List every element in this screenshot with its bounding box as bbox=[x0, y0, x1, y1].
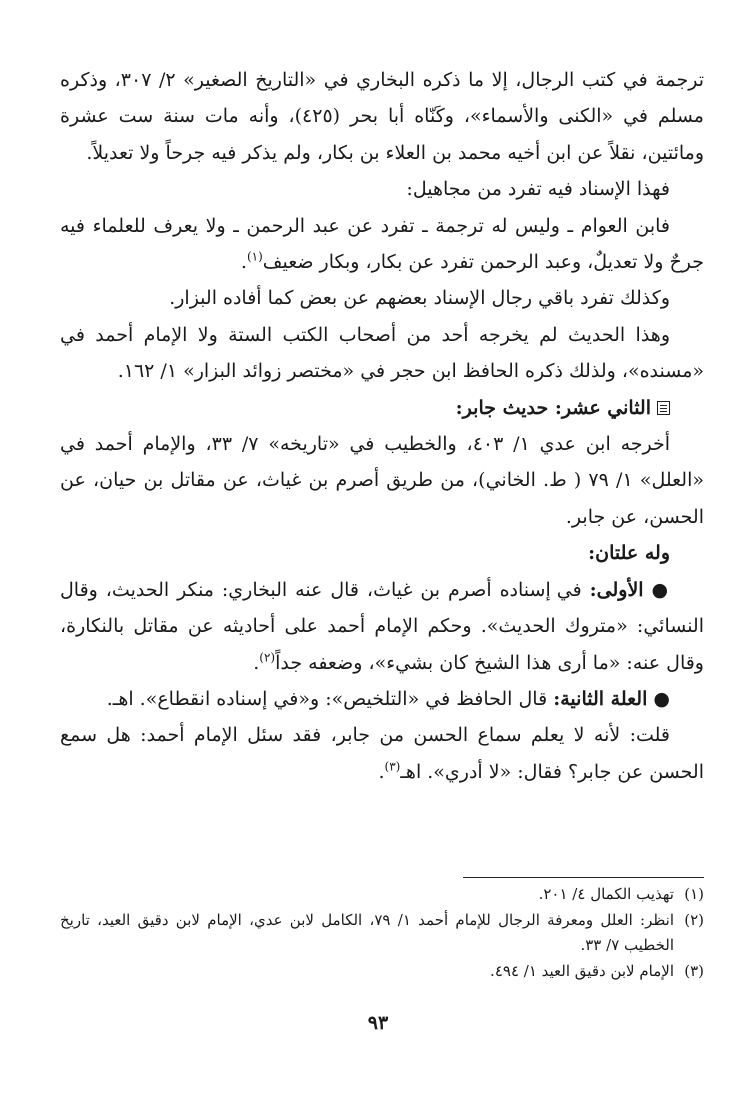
paragraph-first-defect: ● الأولى: في إسناده أصرم بن غياث، قال عنه البخاري: منكر الحديث، وقال النسائي: «متروك الحديث». وحكم الإمام أحمد على أحاديثه عن مقاتل بالنكارة، وقال عنه: «ما أرى هذا الشيخ كان بشيء»، وضعفه جداً$^{(٢)}$. bbox=[60, 578, 704, 674]
page-number: ٩٣ bbox=[367, 1012, 389, 1034]
paragraph-conclusion: قلت: لأنه لا يعلم سماع الحسن من جابر، فقد سئل الإمام أحمد: هل سمع الحسن عن جابر؟ فقال: «لا أدري». اهـ$^{(٣)}$. bbox=[60, 724, 704, 783]
paragraph-3: فابن العوام ـ وليس له ترجمة ـ تفرد عن عبد الرحمن ـ ولا يعرف للعلماء فيه جرحٌ ولا تعديلٌ، وعبد الرحمن تفرد عن بكار، وبكار ضعيف$^{(١)}$. bbox=[60, 214, 704, 274]
footnotes bbox=[60, 882, 704, 984]
section-heading: الثاني عشر: حديث جابر: bbox=[60, 390, 704, 426]
paragraph-5: وهذا الحديث لم يخرجه أحد من أصحاب الكتب الستة ولا الإمام أحمد في «مسنده»، ولذلك ذكره الحافظ ابن حجر في «مختصر زوائد البزار» ١/ ١٦٢. bbox=[60, 323, 704, 383]
bullet-icon: ● bbox=[653, 687, 670, 710]
footnote-divider bbox=[463, 877, 704, 878]
book-icon bbox=[657, 401, 670, 415]
footnote-ref-3: (٣) bbox=[384, 759, 401, 774]
footnote-3: (٣) الإمام لابن دقيق العيد ١/ ٤٩٤. bbox=[490, 961, 704, 980]
paragraph-6: أخرجه ابن عدي ١/ ٤٠٣، والخطيب في «تاريخه» ٧/ ٣٣، والإمام أحمد في «العلل» ١/ ٧٩ ( ط. الخاني)، من طريق أصرم بن غياث، عن مقاتل بن حيان، عن الحسن، عن جابر. bbox=[60, 433, 705, 528]
footnote-ref-1: (١) bbox=[246, 249, 263, 264]
main-text bbox=[60, 62, 704, 790]
footnote-2: (٢) انظر: العلل ومعرفة الرجال للإمام أحمد ١/ ٧٩، الكامل لابن عدي، الإمام لابن دقيق العيد، تاريخ الخطيب ٧/ ٣٣. bbox=[60, 910, 704, 954]
subheading-two-defects: وله علتان: bbox=[588, 542, 670, 565]
bullet-icon: ● bbox=[651, 578, 670, 601]
paragraph-second-defect: ● العلة الثانية: قال الحافظ في «التلخيص»: و«في إسناده انقطاع». اهـ. bbox=[106, 687, 670, 710]
footnote-ref-2: (٢) bbox=[259, 650, 276, 665]
paragraph-1: ترجمة في كتب الرجال، إلا ما ذكره البخاري في «التاريخ الصغير» ٢/ ٣٠٧، وذكره مسلم في «الكنى والأسماء»، وكَنّاه أبا بحر (٤٢٥)، وأنه مات سنة ست عشرة ومائتين، نقلاً عن ابن أخيه محمد بن العلاء بن بكار، ولم يذكر فيه جرحاً ولا تعديلاً. bbox=[60, 69, 704, 164]
paragraph-2: فهذا الإسناد فيه تفرد من مجاهيل: bbox=[406, 178, 670, 201]
footnote-1: (١) تهذيب الكمال ٤/ ٢٠١. bbox=[538, 885, 704, 903]
paragraph-4: وكذلك تفرد باقي رجال الإسناد بعضهم عن بعض كما أفاده البزار. bbox=[169, 287, 670, 310]
